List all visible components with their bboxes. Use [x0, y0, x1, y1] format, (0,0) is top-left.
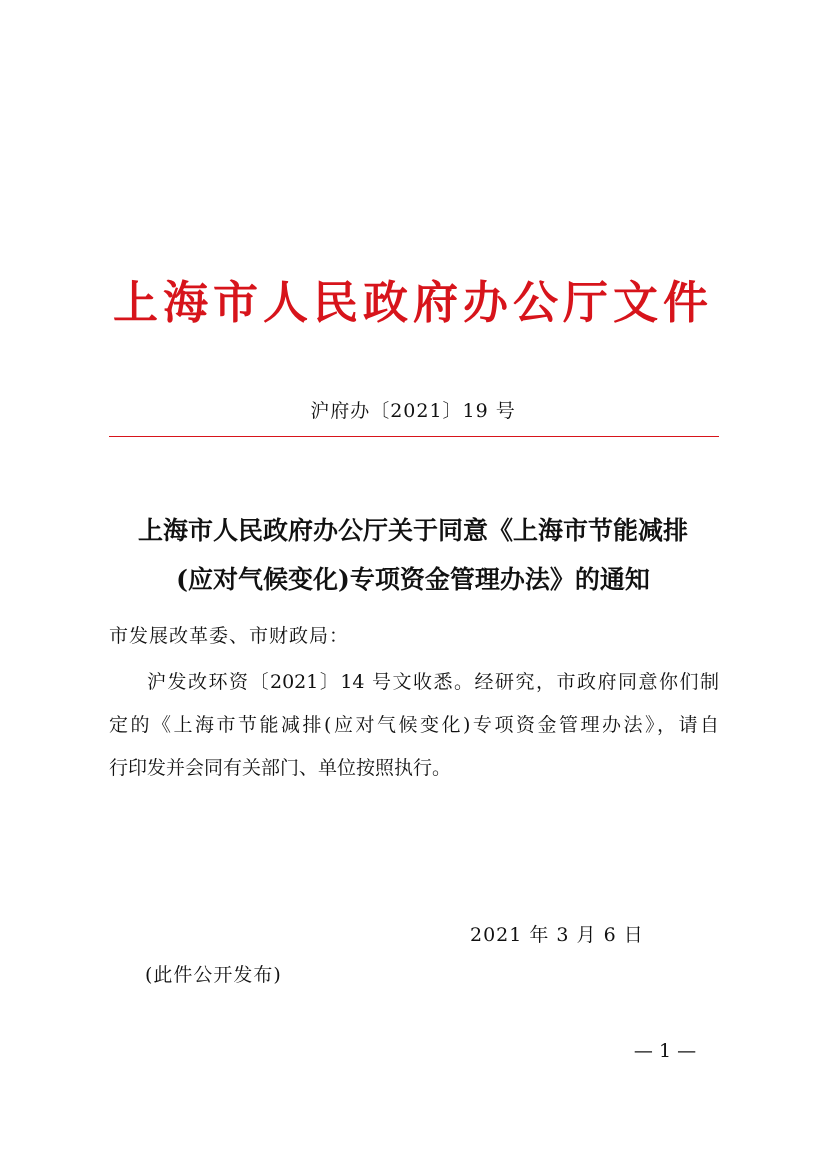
- body-line-1: 沪发改环资〔2021〕14 号文收悉。经研究，市政府同意你们制: [147, 671, 719, 693]
- notice-title-line-2: (应对气候变化)专项资金管理办法》的通知: [176, 565, 650, 594]
- page-number: — 1 —: [633, 1040, 697, 1062]
- addressee: 市发展改革委、市财政局：: [109, 625, 350, 647]
- body-line-2: 定的《上海市节能减排(应对气候变化)专项资金管理办法》，请自: [109, 714, 719, 736]
- issuer-title: 上海市人民政府办公厅文件: [112, 276, 713, 329]
- body-line-3: 行印发并会同有关部门、单位按照执行。: [109, 757, 452, 779]
- issue-date: 2021 年 3 月 6 日: [470, 924, 644, 946]
- body-paragraph: [109, 661, 719, 790]
- document-number: 沪府办〔2021〕19 号: [310, 400, 516, 422]
- notice-title: [60, 506, 766, 604]
- notice-title-line-1: 上海市人民政府办公厅关于同意《上海市节能减排: [137, 516, 688, 545]
- public-release-note: (此件公开发布): [145, 964, 282, 986]
- red-divider-line: [109, 436, 719, 437]
